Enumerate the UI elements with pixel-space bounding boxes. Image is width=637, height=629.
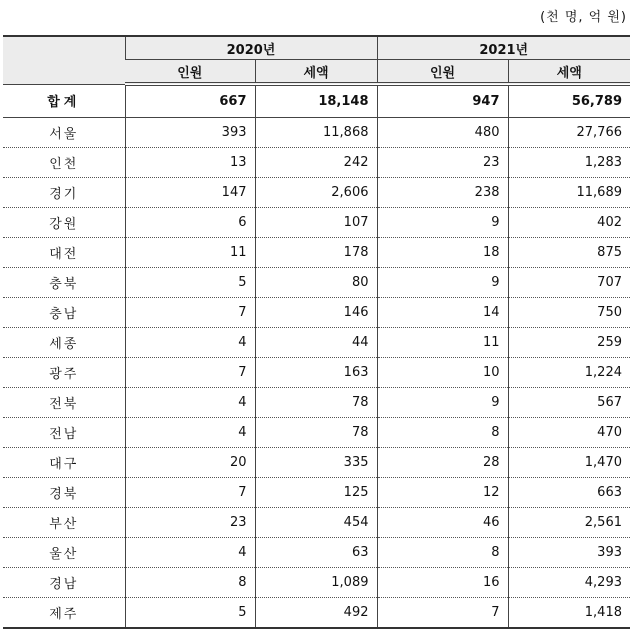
- cell-2020-tax: 11,868: [255, 118, 377, 148]
- table-row: [3, 568, 630, 598]
- header-row-years: [3, 36, 630, 60]
- region-name: 경기: [3, 178, 125, 208]
- cell-2021-tax: 1,224: [508, 358, 630, 388]
- region-name: 부산: [3, 508, 125, 538]
- cell-2020-people: 4: [125, 388, 255, 418]
- cell-2021-tax: 56,789: [508, 84, 630, 118]
- cell-2020-people: 4: [125, 418, 255, 448]
- cell-2021-people: 18: [377, 238, 508, 268]
- region-name: 대전: [3, 238, 125, 268]
- cell-2020-people: 7: [125, 478, 255, 508]
- cell-2020-tax: 146: [255, 298, 377, 328]
- cell-2021-tax: 1,418: [508, 598, 630, 629]
- cell-2021-tax: 567: [508, 388, 630, 418]
- cell-2021-tax: 470: [508, 418, 630, 448]
- table-row: [3, 118, 630, 148]
- table-row: [3, 388, 630, 418]
- cell-2020-tax: 163: [255, 358, 377, 388]
- region-name: 세종: [3, 328, 125, 358]
- cell-2021-tax: 11,689: [508, 178, 630, 208]
- table-row: [3, 538, 630, 568]
- cell-2020-people: 393: [125, 118, 255, 148]
- cell-2020-tax: 125: [255, 478, 377, 508]
- table-row: [3, 328, 630, 358]
- cell-2021-people: 947: [377, 84, 508, 118]
- cell-2020-people: 4: [125, 328, 255, 358]
- cell-2020-people: 147: [125, 178, 255, 208]
- cell-2021-tax: 2,561: [508, 508, 630, 538]
- region-name: 경남: [3, 568, 125, 598]
- cell-2021-tax: 393: [508, 538, 630, 568]
- cell-2020-people: 6: [125, 208, 255, 238]
- header-2020-tax: 세액: [255, 60, 377, 85]
- region-name: 울산: [3, 538, 125, 568]
- region-name: 제주: [3, 598, 125, 629]
- header-year-2021: 2021년: [377, 36, 630, 60]
- cell-2020-tax: 454: [255, 508, 377, 538]
- cell-2020-people: 11: [125, 238, 255, 268]
- cell-2021-tax: 27,766: [508, 118, 630, 148]
- cell-2020-people: 5: [125, 598, 255, 629]
- cell-2020-people: 23: [125, 508, 255, 538]
- table-row: [3, 358, 630, 388]
- region-name: 합계: [3, 84, 125, 118]
- region-name: 서울: [3, 118, 125, 148]
- cell-2021-people: 10: [377, 358, 508, 388]
- table-row: [3, 478, 630, 508]
- cell-2020-people: 5: [125, 268, 255, 298]
- cell-2021-people: 9: [377, 388, 508, 418]
- region-name: 충북: [3, 268, 125, 298]
- table-row: [3, 148, 630, 178]
- cell-2021-tax: 707: [508, 268, 630, 298]
- cell-2020-tax: 2,606: [255, 178, 377, 208]
- cell-2020-people: 13: [125, 148, 255, 178]
- cell-2020-tax: 107: [255, 208, 377, 238]
- cell-2020-tax: 492: [255, 598, 377, 629]
- region-name: 전남: [3, 418, 125, 448]
- cell-2021-people: 46: [377, 508, 508, 538]
- region-name: 경북: [3, 478, 125, 508]
- header-year-2020: 2020년: [125, 36, 377, 60]
- cell-2020-tax: 78: [255, 418, 377, 448]
- cell-2020-people: 667: [125, 84, 255, 118]
- cell-2020-people: 4: [125, 538, 255, 568]
- region-name: 강원: [3, 208, 125, 238]
- region-name: 인천: [3, 148, 125, 178]
- regional-tax-table: [3, 35, 630, 629]
- table-row: [3, 178, 630, 208]
- region-name: 대구: [3, 448, 125, 478]
- cell-2021-tax: 402: [508, 208, 630, 238]
- cell-2021-people: 238: [377, 178, 508, 208]
- cell-2021-tax: 259: [508, 328, 630, 358]
- cell-2021-tax: 4,293: [508, 568, 630, 598]
- header-2021-tax: 세액: [508, 60, 630, 85]
- cell-2021-people: 8: [377, 538, 508, 568]
- cell-2021-people: 9: [377, 208, 508, 238]
- cell-2020-tax: 335: [255, 448, 377, 478]
- table-row: [3, 448, 630, 478]
- cell-2020-people: 8: [125, 568, 255, 598]
- cell-2021-people: 23: [377, 148, 508, 178]
- total-row: [3, 84, 630, 118]
- cell-2021-tax: 1,470: [508, 448, 630, 478]
- table-row: [3, 418, 630, 448]
- cell-2021-tax: 875: [508, 238, 630, 268]
- table-row: [3, 268, 630, 298]
- region-name: 광주: [3, 358, 125, 388]
- cell-2020-tax: 1,089: [255, 568, 377, 598]
- cell-2020-tax: 78: [255, 388, 377, 418]
- header-2021-people: 인원: [377, 60, 508, 85]
- table-row: [3, 298, 630, 328]
- cell-2021-tax: 663: [508, 478, 630, 508]
- cell-2020-tax: 44: [255, 328, 377, 358]
- cell-2020-people: 7: [125, 298, 255, 328]
- table-row: [3, 238, 630, 268]
- cell-2020-tax: 178: [255, 238, 377, 268]
- cell-2020-tax: 18,148: [255, 84, 377, 118]
- cell-2020-people: 7: [125, 358, 255, 388]
- header-region-blank: [3, 36, 125, 84]
- cell-2020-tax: 242: [255, 148, 377, 178]
- cell-2021-people: 11: [377, 328, 508, 358]
- cell-2021-people: 7: [377, 598, 508, 629]
- unit-note: (천 명, 억 원): [540, 10, 627, 25]
- cell-2021-tax: 750: [508, 298, 630, 328]
- table-row: [3, 508, 630, 538]
- region-name: 전북: [3, 388, 125, 418]
- cell-2021-people: 9: [377, 268, 508, 298]
- cell-2021-tax: 1,283: [508, 148, 630, 178]
- cell-2021-people: 8: [377, 418, 508, 448]
- cell-2021-people: 28: [377, 448, 508, 478]
- cell-2021-people: 12: [377, 478, 508, 508]
- cell-2020-people: 20: [125, 448, 255, 478]
- cell-2020-tax: 63: [255, 538, 377, 568]
- cell-2021-people: 480: [377, 118, 508, 148]
- cell-2021-people: 16: [377, 568, 508, 598]
- table-row: [3, 208, 630, 238]
- region-name: 충남: [3, 298, 125, 328]
- header-2020-people: 인원: [125, 60, 255, 85]
- cell-2021-people: 14: [377, 298, 508, 328]
- cell-2020-tax: 80: [255, 268, 377, 298]
- table-row: [3, 598, 630, 629]
